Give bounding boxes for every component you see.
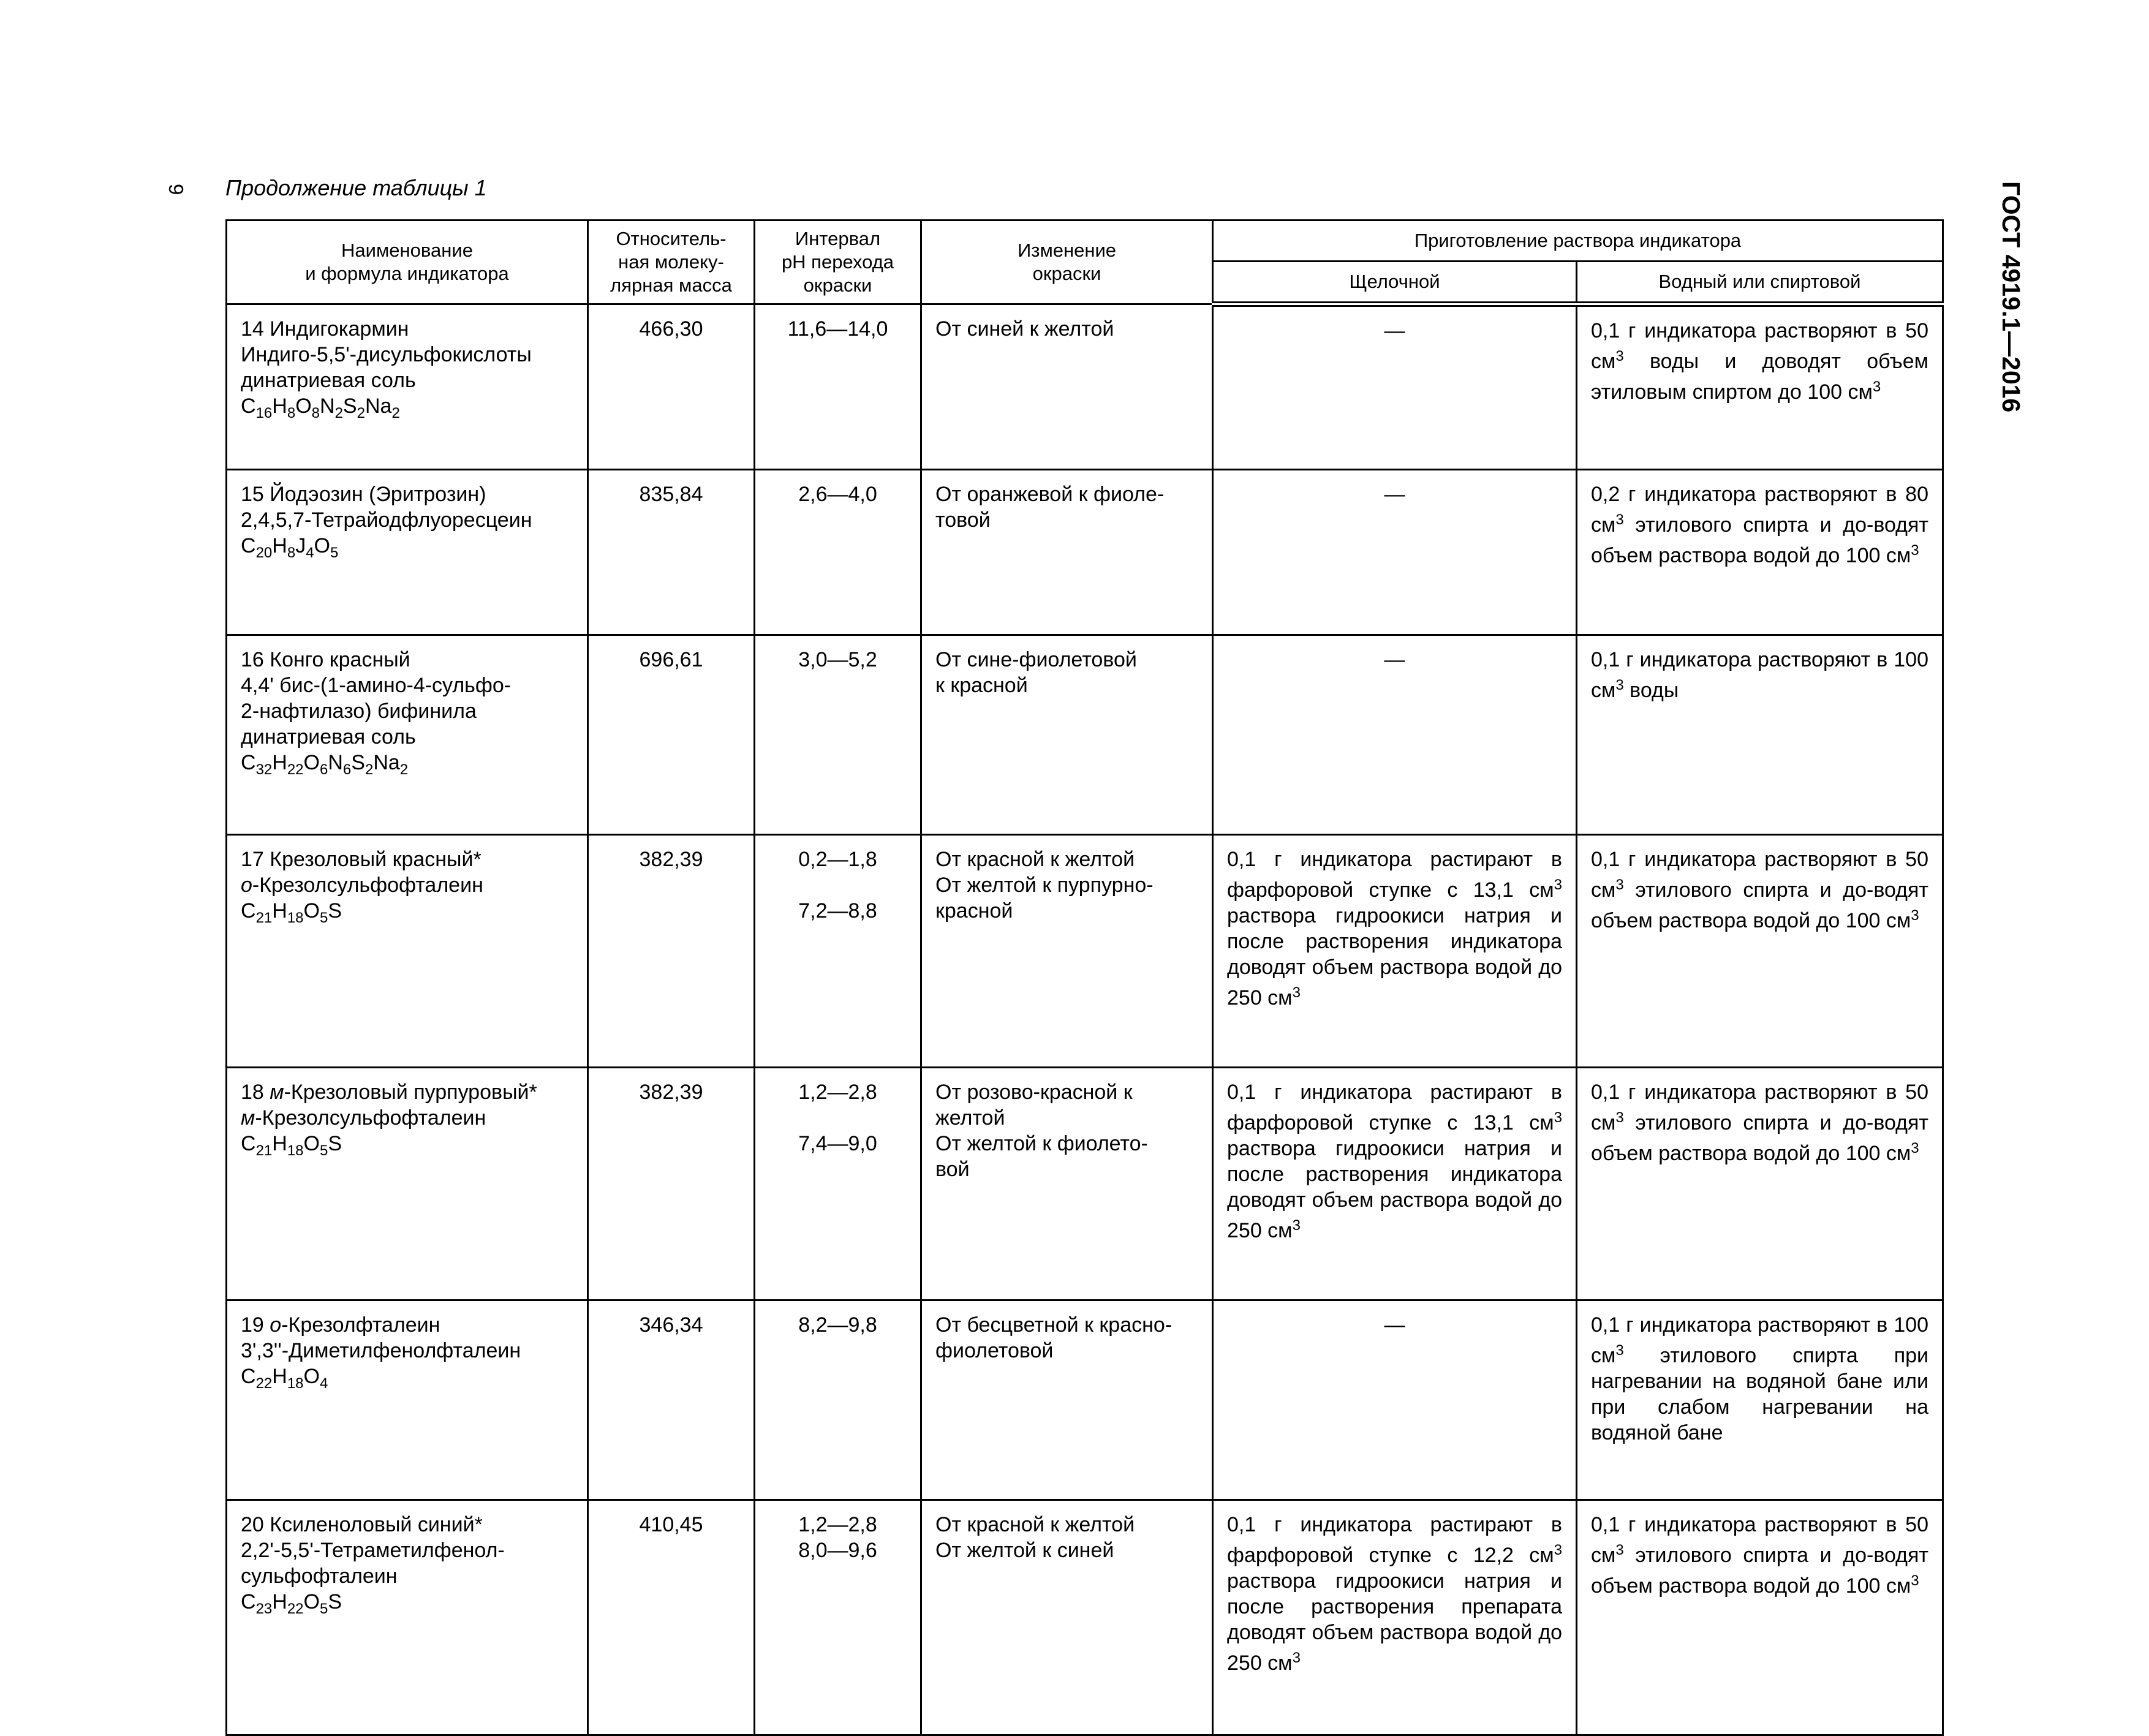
formula-subscript: 4: [306, 545, 314, 561]
column-header-mass: Относитель- ная молеку- лярная масса: [588, 221, 755, 304]
indicator-name-cell: [227, 470, 588, 635]
chemical-name-italic: о: [241, 874, 252, 897]
color-change: красной: [935, 899, 1013, 923]
formula-subscript: 18: [287, 910, 304, 926]
aqueous-prep-superscript: 3: [1911, 542, 1919, 559]
chemical-name: динатриевая соль: [241, 369, 416, 392]
formula-subscript: 5: [319, 1142, 328, 1159]
chemical-name: 4,4' бис-(1-амино-4-сульфо-: [241, 674, 512, 697]
aqueous-prep-superscript: 3: [1911, 1140, 1919, 1157]
formula-subscript: 5: [319, 1601, 328, 1617]
color-change-cell: [921, 835, 1213, 1068]
formula-subscript: 5: [319, 910, 328, 926]
chemical-name: динатриевая соль: [241, 725, 416, 749]
formula-subscript: 32: [255, 761, 273, 778]
indicator-name: 15 Йодэозин (Эритрозин): [241, 483, 486, 506]
formula-subscript: 6: [319, 761, 328, 778]
table-row: [227, 835, 1943, 1068]
ph-interval-cell: [755, 835, 921, 1068]
molecular-mass-cell: 346,34: [588, 1300, 755, 1500]
indicator-name: 16 Конго красный: [241, 648, 410, 671]
color-change-cell: [921, 1068, 1213, 1300]
formula-subscript: 23: [255, 1601, 273, 1617]
ph-interval: 3,0—5,2: [798, 648, 877, 671]
chemical-formula: $C_{23}H_{22}O_5S$: [241, 1590, 342, 1617]
aqueous-prep-superscript: 3: [1615, 1342, 1624, 1359]
formula-subscript: 16: [255, 405, 273, 421]
color-change: фиолетовой: [935, 1339, 1054, 1362]
ph-interval-cell: [755, 635, 921, 835]
aqueous-prep-superscript: 3: [1872, 379, 1881, 395]
alkaline-prep-superscript: 3: [1292, 984, 1301, 1001]
alkaline-prep-cell: —: [1213, 635, 1577, 835]
formula-subscript: 18: [287, 1375, 304, 1392]
alkaline-prep-cell: 0,1 г индикатора растирают в фарфоровой ступке с 13,1 $см^3$ раствора гидроокиси натрия и после растворения индикатора доводят объем раствора водой до 250 $см^3$: [1213, 835, 1577, 1068]
color-change: От бесцветной к красно-: [935, 1313, 1173, 1337]
table-row: [227, 1500, 1943, 1735]
formula-subscript: 4: [319, 1375, 328, 1392]
chemical-name: Индиго-5,5'-дисульфокислоты: [241, 343, 532, 366]
ph-interval: 7,4—9,0: [798, 1132, 877, 1155]
alkaline-prep-cell: 0,1 г индикатора растирают в фарфоровой ступке с 13,1 $см^3$ раствора гидроокиси натрия и после растворения индикатора доводят объем раствора водой до 250 $см^3$: [1213, 1068, 1577, 1300]
alkaline-prep-superscript: 3: [1554, 1542, 1562, 1558]
continuation-title: Продолжение таблицы 1: [225, 175, 487, 200]
column-header-aqueous: Водный или спиртовой: [1577, 261, 1943, 304]
color-change: От оранжевой к фиоле-: [935, 483, 1165, 506]
ph-interval: 1,2—2,8: [798, 1513, 877, 1536]
column-header-name: Наименование и формула индикатора: [227, 221, 588, 304]
color-change: От синей к желтой: [935, 317, 1114, 341]
chemical-name: м-Крезолсульфофталеин: [241, 1106, 486, 1130]
chemical-formula: $C_{32}H_{22}O_6N_6S_2Na_2$: [241, 751, 409, 778]
column-header-ph: Интервал pH перехода окраски: [755, 221, 921, 304]
color-change-cell: [921, 304, 1213, 470]
indicator-name-cell: [227, 1300, 588, 1500]
aqueous-prep-superscript: 3: [1615, 877, 1624, 893]
color-change: От желтой к синей: [935, 1539, 1114, 1562]
formula-subscript: 20: [255, 545, 273, 561]
indicator-name: 19 о-Крезолфталеин: [241, 1313, 440, 1337]
formula-subscript: 8: [311, 405, 320, 421]
ph-interval: 1,2—2,8: [798, 1081, 877, 1104]
indicator-name-cell: [227, 1068, 588, 1300]
molecular-mass-cell: 696,61: [588, 635, 755, 835]
color-change-cell: [921, 635, 1213, 835]
formula-subscript: 6: [342, 761, 352, 778]
color-change: к красной: [935, 674, 1028, 697]
color-change: От красной к желтой: [935, 1513, 1135, 1536]
column-header-color: Изменение окраски: [921, 221, 1213, 304]
color-change: От желтой к пурпурно-: [935, 874, 1154, 897]
formula-subscript: 22: [255, 1375, 273, 1392]
ph-interval-cell: [755, 1500, 921, 1735]
color-change: От розово-красной к: [935, 1081, 1133, 1104]
molecular-mass-cell: 382,39: [588, 1068, 755, 1300]
color-change: желтой: [935, 1106, 1005, 1130]
indicator-name-cell: [227, 635, 588, 835]
aqueous-prep-superscript: 3: [1911, 907, 1919, 924]
alkaline-prep-superscript: 3: [1292, 1217, 1301, 1234]
molecular-mass-cell: 410,45: [588, 1500, 755, 1735]
alkaline-prep-cell: —: [1213, 1300, 1577, 1500]
table-header-row: [227, 221, 1943, 262]
formula-subscript: 2: [364, 761, 374, 778]
alkaline-prep-superscript: 3: [1554, 877, 1562, 893]
aqueous-prep-superscript: 3: [1615, 1542, 1624, 1558]
color-change: вой: [935, 1158, 970, 1181]
ph-interval: 0,2—1,8: [798, 848, 877, 871]
aqueous-prep-cell: 0,2 г индикатора растворяют в 80 $см^3$ этилового спирта и до-водят объем раствора водой до 100 $см^3$: [1577, 470, 1943, 635]
alkaline-prep-superscript: 3: [1292, 1650, 1301, 1666]
formula-subscript: 8: [287, 405, 296, 421]
indicator-table: [225, 219, 1944, 1736]
ph-interval-cell: [755, 470, 921, 635]
chemical-formula: $C_{22}H_{18}O_4$: [241, 1365, 328, 1392]
formula-subscript: 2: [334, 405, 343, 421]
aqueous-prep-cell: 0,1 г индикатора растворяют в 100 $см^3$ этилового спирта при нагревании на водяной бане или при слабом нагревании на водяной бане: [1577, 1300, 1943, 1500]
indicator-name-cell: [227, 304, 588, 470]
aqueous-prep-superscript: 3: [1615, 1109, 1624, 1126]
formula-subscript: 21: [255, 910, 273, 926]
molecular-mass-cell: 466,30: [588, 304, 755, 470]
chemical-formula: $C_{16}H_8O_8N_2S_2Na_2$: [241, 394, 400, 421]
chemical-name: 3',3''-Диметилфенолфталеин: [241, 1339, 521, 1362]
alkaline-prep-cell: —: [1213, 470, 1577, 635]
ph-interval-cell: [755, 304, 921, 470]
ph-interval-cell: [755, 1300, 921, 1500]
molecular-mass-cell: 382,39: [588, 835, 755, 1068]
alkaline-prep-cell: —: [1213, 304, 1577, 470]
alkaline-prep-cell: 0,1 г индикатора растирают в фарфоровой ступке с 12,2 $см^3$ раствора гидроокиси натрия и после растворения препарата доводят объем раствора водой до 250 $см^3$: [1213, 1500, 1577, 1735]
column-header-preparation: Приготовление раствора индикатора: [1213, 221, 1943, 262]
formula-subscript: 22: [287, 761, 304, 778]
chemical-name: 2,4,5,7-Тетрайодфлуоресцеин: [241, 508, 532, 532]
color-change: От сине-фиолетовой: [935, 648, 1137, 671]
ph-interval: 8,0—9,6: [798, 1539, 877, 1562]
indicator-name-italic: о: [270, 1313, 282, 1337]
aqueous-prep-cell: 0,1 г индикатора растворяют в 50 $см^3$ воды и доводят объем этиловым спиртом до 100 $см^3$: [1577, 304, 1943, 470]
ph-interval: 2,6—4,0: [798, 483, 877, 506]
color-change: товой: [935, 508, 991, 532]
chemical-formula: $C_{21}H_{18}O_5S$: [241, 1132, 342, 1159]
formula-subscript: 2: [357, 405, 365, 421]
alkaline-prep-superscript: 3: [1554, 1109, 1562, 1126]
color-change: От красной к желтой: [935, 848, 1135, 871]
indicator-name: 14 Индигокармин: [241, 317, 409, 341]
indicator-name: 18 м-Крезоловый пурпуровый*: [241, 1081, 537, 1104]
chemical-name-italic: м: [241, 1106, 255, 1130]
formula-subscript: 2: [399, 761, 409, 778]
aqueous-prep-superscript: 3: [1615, 677, 1624, 693]
aqueous-prep-superscript: 3: [1615, 348, 1624, 364]
page-number: 9: [165, 184, 187, 195]
indicator-name: 20 Ксиленоловый синий*: [241, 1513, 483, 1536]
ph-interval-cell: [755, 1068, 921, 1300]
chemical-formula: $C_{20}H_8J_4O_5$: [241, 534, 339, 561]
table-row: [227, 470, 1943, 635]
ph-interval: 7,2—8,8: [798, 899, 877, 923]
formula-subscript: 18: [287, 1142, 304, 1159]
table-row: [227, 304, 1943, 470]
aqueous-prep-cell: 0,1 г индикатора растворяют в 50 $см^3$ этилового спирта и до-водят объем раствора водой до 100 $см^3$: [1577, 1500, 1943, 1735]
formula-subscript: 2: [391, 405, 400, 421]
molecular-mass-cell: 835,84: [588, 470, 755, 635]
chemical-name: 2-нафтилазо) бифинила: [241, 700, 477, 723]
aqueous-prep-superscript: 3: [1911, 1572, 1919, 1589]
color-change-cell: [921, 1500, 1213, 1735]
color-change: От желтой к фиолето-: [935, 1132, 1148, 1155]
table-row: [227, 1300, 1943, 1500]
indicator-name-cell: [227, 1500, 588, 1735]
table-row: [227, 635, 1943, 835]
aqueous-prep-superscript: 3: [1615, 511, 1624, 528]
indicator-name: 17 Крезоловый красный*: [241, 848, 482, 871]
formula-subscript: 8: [287, 545, 296, 561]
ph-interval: 8,2—9,8: [798, 1313, 877, 1337]
column-header-alkaline: Щелочной: [1213, 261, 1577, 304]
chemical-name: 2,2'-5,5'-Тетраметилфенол-: [241, 1539, 505, 1562]
chemical-name: сульфофталеин: [241, 1564, 398, 1588]
formula-subscript: 5: [330, 545, 339, 561]
aqueous-prep-cell: 0,1 г индикатора растворяют в 50 $см^3$ этилового спирта и до-водят объем раствора водой до 100 $см^3$: [1577, 1068, 1943, 1300]
color-change-cell: [921, 470, 1213, 635]
formula-subscript: 22: [287, 1601, 304, 1617]
color-change-cell: [921, 1300, 1213, 1500]
chemical-name: о-Крезолсульфофталеин: [241, 874, 483, 897]
table-row: [227, 1068, 1943, 1300]
chemical-formula: $C_{21}H_{18}O_5S$: [241, 899, 342, 926]
indicator-name-cell: [227, 835, 588, 1068]
ph-interval: 11,6—14,0: [787, 317, 888, 341]
aqueous-prep-cell: 0,1 г индикатора растворяют в 100 $см^3$ воды: [1577, 635, 1943, 835]
document-code: ГОСТ 4919.1—2016: [1997, 181, 2025, 413]
formula-subscript: 21: [255, 1142, 273, 1159]
aqueous-prep-cell: 0,1 г индикатора растворяют в 50 $см^3$ этилового спирта и до-водят объем раствора водой до 100 $см^3$: [1577, 835, 1943, 1068]
indicator-name-italic: м: [270, 1081, 284, 1104]
